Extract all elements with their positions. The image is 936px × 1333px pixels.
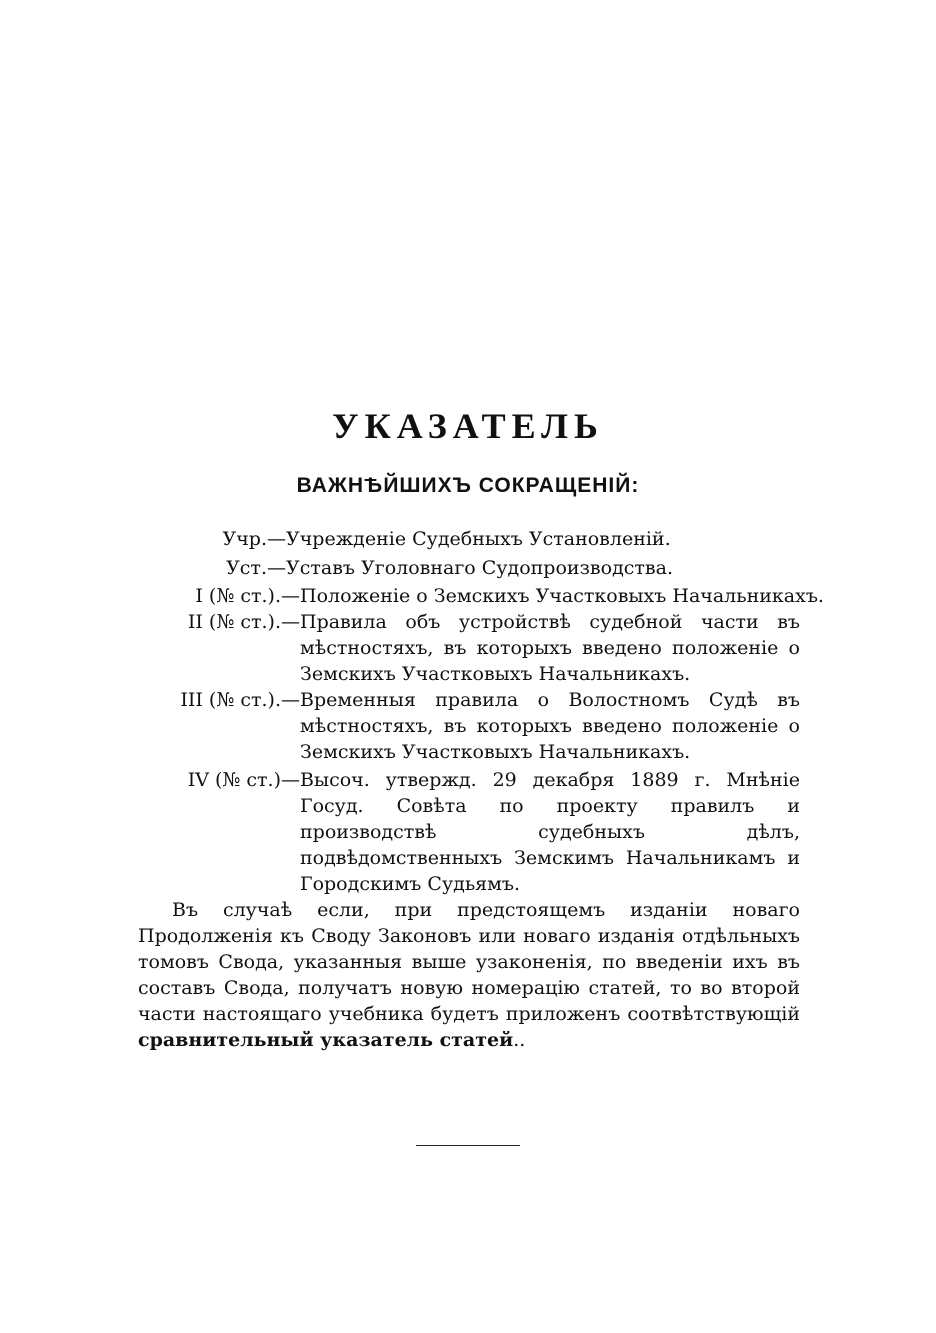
abbreviation-text: Уставъ Уголовнаго Судопроизводства. — [286, 557, 673, 579]
page-subtitle: ВАЖНѢЙШИХЪ СОКРАЩЕНІЙ: — [296, 474, 640, 497]
abbreviation-key: Учр.— — [222, 528, 286, 550]
note-text: Въ случаѣ если, при предстоящемъ изданіи новаго Продолженія къ Своду Законовъ или новаго изданія отдѣльныхъ томовъ Свода, указанныя выше узаконенія, по введеніи ихъ въ составъ Свода, получатъ новую номерацію статей, то во второй части настоящаго учебника будетъ приложенъ соотвѣтствующій — [138, 899, 800, 1025]
abbreviation-text: Временныя правила о Волостномъ Судѣ въ мѣстностяхъ, въ которыхъ введено положеніе о Земскихъ Участковыхъ Начальникахъ. — [300, 689, 800, 763]
abbreviation-key: I (№ ст.).— — [195, 585, 300, 607]
abbreviation-text: Положеніе о Земскихъ Участковыхъ Начальникахъ. — [300, 585, 824, 607]
abbreviation-key: IV (№ ст.)— — [187, 769, 300, 791]
page-title: УКАЗАТЕЛЬ — [332, 406, 604, 446]
abbreviation-key: Уст.— — [226, 557, 286, 579]
abbreviation-text: Высоч. утвержд. 29 декабря 1889 г. Мнѣніе Госуд. Совѣта по проекту правилъ и производствѣ судебныхъ дѣлъ, подвѣдомственныхъ Земскимъ Начальникамъ и Городскимъ Судьямъ. — [300, 769, 800, 895]
abbreviation-text: Учрежденіе Судебныхъ Установленій. — [286, 528, 671, 550]
abbreviation-text: Правила объ устройствѣ судебной части въ мѣстностяхъ, въ которыхъ введено положеніе о Земскихъ Участковыхъ Начальникахъ. — [300, 611, 800, 685]
abbreviation-key: II (№ ст.).— — [187, 611, 300, 633]
note-paragraph — [138, 897, 800, 1053]
note-end: .. — [513, 1029, 526, 1051]
closing-rule — [416, 1145, 520, 1146]
abbreviation-key: III (№ ст.).— — [180, 689, 300, 711]
note-emphasis: сравнительный указатель статей — [138, 1029, 514, 1051]
